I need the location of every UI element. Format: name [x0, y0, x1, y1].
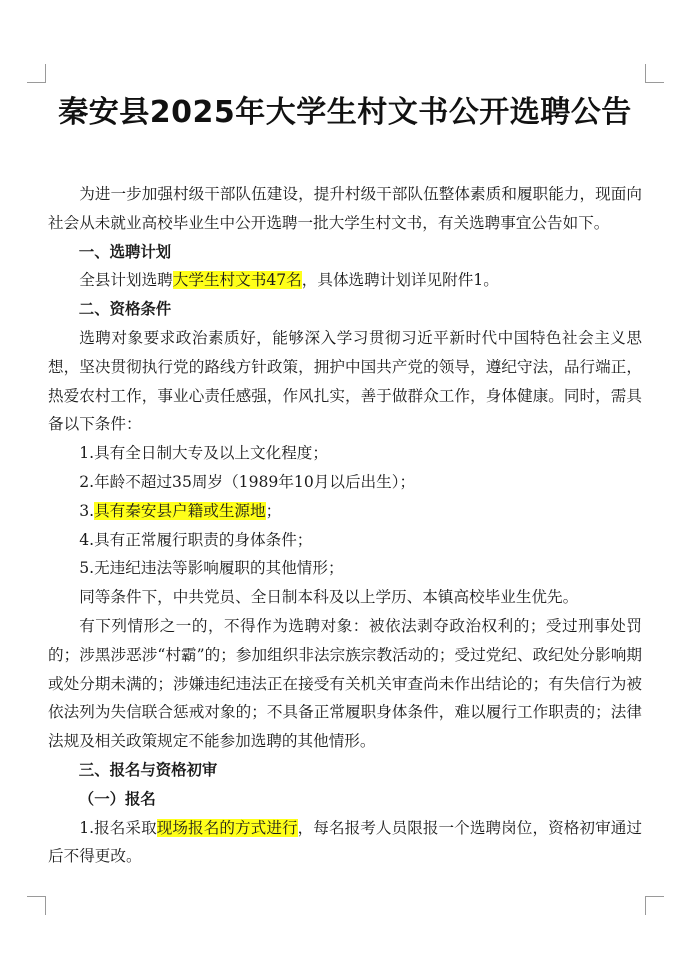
section-heading-plan: 一、选聘计划 [78, 242, 172, 261]
registration-paragraph [48, 814, 642, 872]
subheading-registration: （一）报名 [78, 789, 156, 808]
document-body [48, 180, 642, 871]
qualifications-intro: 选聘对象要求政治素质好，能够深入学习贯彻习近平新时代中国特色社会主义思想，坚决贯彻执行党的路线方针政策，拥护中国共产党的领导，遵纪守法，品行端正，热爱农村工作，事业心责任感强，作风扎实，善于做群众工作，身体健康。同时，需具备以下条件： [48, 328, 642, 434]
item3-suffix: ； [265, 501, 282, 520]
crop-mark-top-right [645, 64, 664, 83]
item3-highlight: 具有秦安县户籍或生源地 [94, 501, 266, 520]
section-heading-qualifications: 二、资格条件 [78, 300, 172, 319]
crop-mark-top-left [27, 64, 46, 83]
registration-highlight: 现场报名的方式进行 [156, 818, 298, 837]
plan-text-after: ，具体选聘计划详见附件1。 [301, 271, 499, 290]
section-heading-registration: 三、报名与资格初审 [78, 760, 218, 779]
crop-mark-bottom-left [27, 896, 46, 915]
priority-paragraph: 同等条件下，中共党员、全日制本科及以上学历、本镇高校毕业生优先。 [79, 588, 579, 607]
exclusions-paragraph: 有下列情形之一的，不得作为选聘对象：被依法剥夺政治权利的；受过刑事处罚的；涉黑涉恶涉“村霸”的；参加组织非法宗族宗教活动的；受过党纪、政纪处分影响期或处分期未满的；涉嫌违纪违法正在接受有关机关审查尚未作出结论的；有失信行为被依法列为失信联合惩戒对象的；不具备正常履职身体条件，难以履行工作职责的；法律法规及相关政策规定不能参加选聘的其他情形。 [48, 616, 642, 751]
qualification-item-5: 5.无违纪违法等影响履职的其他情形； [79, 559, 344, 578]
qualification-item-4: 4.具有正常履行职责的身体条件； [79, 530, 313, 549]
plan-highlight: 大学生村文书47名 [172, 271, 302, 290]
item3-prefix: 3. [79, 501, 95, 520]
qualification-item-1: 1.具有全日制大专及以上文化程度； [79, 444, 328, 463]
qualification-item-2: 2.年龄不超过35周岁（1989年10月以后出生）； [79, 472, 416, 491]
plan-text-before: 全县计划选聘 [79, 271, 173, 290]
registration-text-before: 1.报名采取 [79, 818, 157, 837]
crop-mark-bottom-right [645, 896, 664, 915]
intro-paragraph: 为进一步加强村级干部队伍建设，提升村级干部队伍整体素质和履职能力，现面向社会从未就业高校毕业生中公开选聘一批大学生村文书，有关选聘事宜公告如下。 [48, 185, 642, 232]
document-title: 秦安县2025年大学生村文书公开选聘公告 [58, 95, 632, 130]
registration-text-after: ，每名报考人员限报一个选聘岗位，资格初审通过后不得更改。 [48, 818, 642, 866]
qualification-item-3 [48, 497, 642, 526]
plan-paragraph [48, 266, 642, 295]
